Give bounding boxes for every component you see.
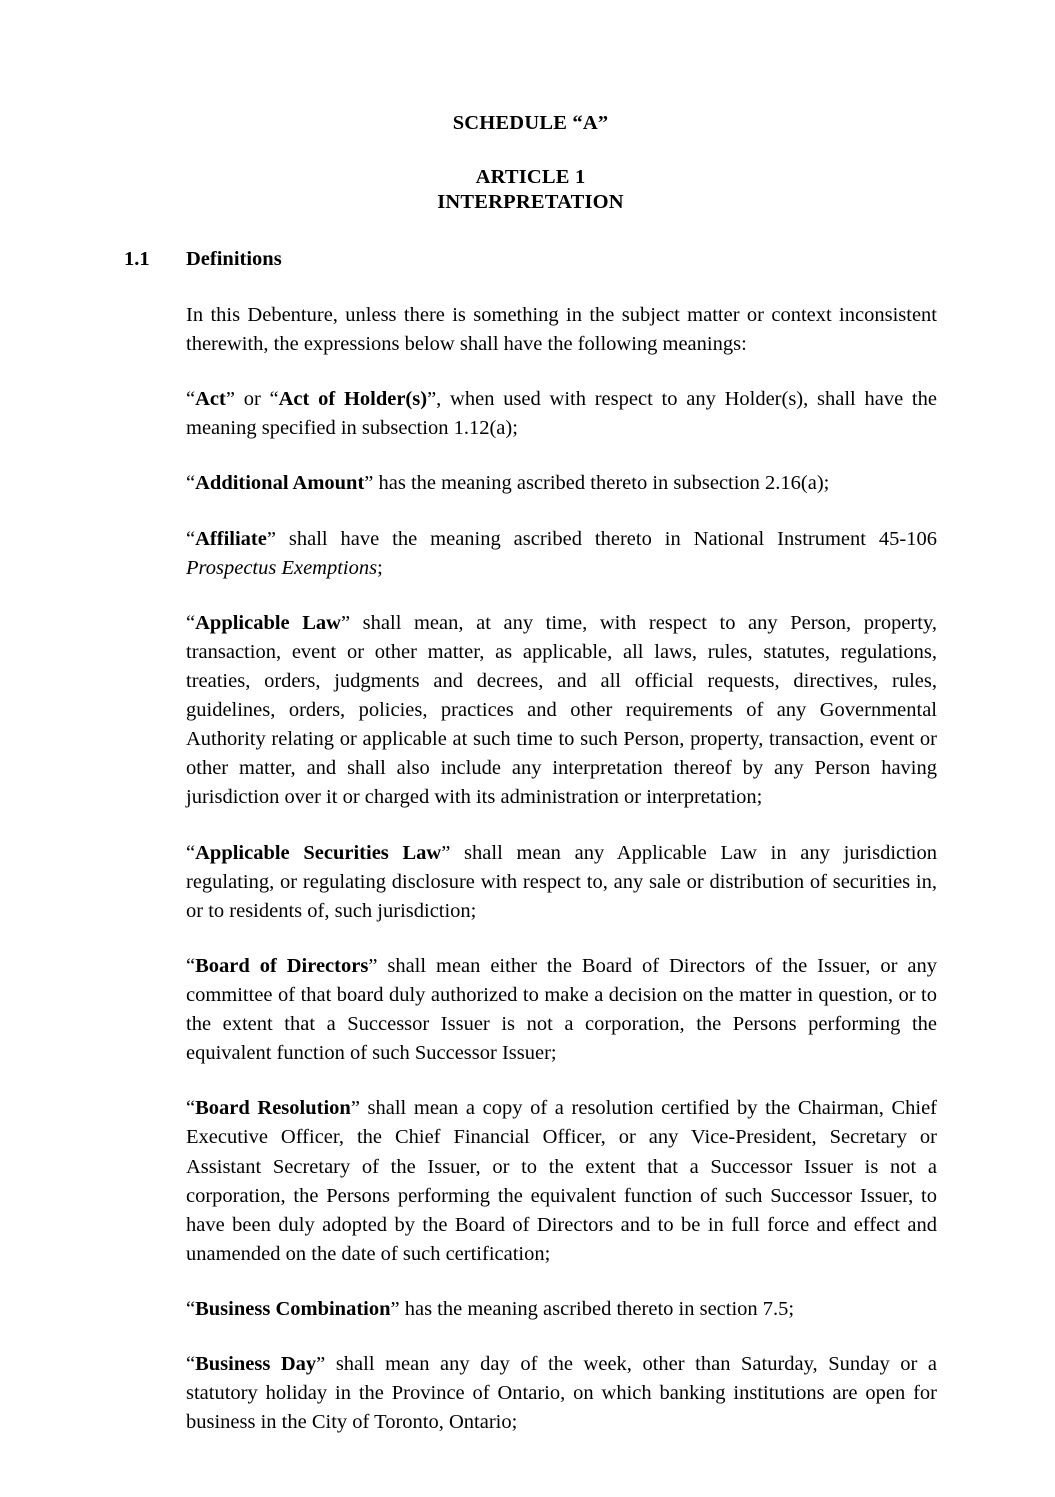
section-title: Definitions [186, 248, 282, 270]
definition-business-day [186, 1350, 937, 1437]
definition-text: ” shall mean a copy of a resolution certified by the Chairman, Chief Executive Officer, the Chief Financial Officer, or any Vice-President, Secretary or Assistant Secretary of the Issuer, or to the extent that a Successor Issuer is not a corporation, the Persons performing the equivalent function of such Successor Issuer, to have been duly adopted by the Board of Directors and to be in full force and effect and unamended on the date of such certification; [186, 1097, 937, 1265]
quote-open: “ [186, 611, 196, 634]
defined-term: Board Resolution [195, 1097, 351, 1120]
quote-open: “ [186, 1297, 196, 1320]
definition-additional-amount [186, 469, 937, 498]
defined-term-alt: Act of Holder(s) [278, 388, 428, 411]
definition-affiliate [186, 525, 937, 583]
definition-text: ” shall have the meaning ascribed thereto in National Instrument 45-106 [266, 527, 937, 550]
definition-text: ” shall mean any day of the week, other than Saturday, Sunday or a statutory holiday in the Province of Ontario, on which banking institutions are open for business in the City of Toronto, Ontario; [186, 1353, 937, 1434]
definition-italic-citation: Prospectus Exemptions [186, 556, 378, 579]
definition-board-resolution [186, 1094, 937, 1269]
definition-act [186, 385, 937, 443]
defined-term: Affiliate [195, 527, 267, 550]
section-heading-row [124, 248, 937, 271]
quote-open: “ [186, 472, 196, 495]
defined-term: Business Day [195, 1353, 317, 1376]
quote-open: “ [186, 1353, 196, 1376]
intro-paragraph: In this Debenture, unless there is something in the subject matter or context inconsistent therewith, the expressions below shall have the following meanings: [186, 304, 937, 356]
defined-term: Additional Amount [195, 472, 365, 495]
definition-applicable-securities-law [186, 839, 937, 926]
definition-board-of-directors [186, 952, 937, 1068]
article-heading: ARTICLE 1 [475, 166, 586, 188]
definition-mid: ” or “ [225, 388, 279, 411]
quote-open: “ [186, 388, 196, 411]
definition-tail: ; [377, 556, 383, 579]
defined-term: Business Combination [195, 1297, 391, 1320]
definition-business-combination [186, 1295, 937, 1324]
article-title: INTERPRETATION [437, 191, 624, 213]
definition-text: ” has the meaning ascribed thereto in section 7.5; [390, 1297, 795, 1320]
quote-open: “ [186, 1097, 196, 1120]
section-number: 1.1 [124, 248, 150, 270]
quote-open: “ [186, 527, 196, 550]
definition-text: ” has the meaning ascribed thereto in subsection 2.16(a); [364, 472, 830, 495]
definitions-body [186, 301, 937, 1437]
defined-term: Act [195, 388, 226, 411]
defined-term: Board of Directors [195, 954, 369, 977]
quote-open: “ [186, 954, 196, 977]
defined-term: Applicable Law [195, 611, 341, 634]
quote-open: “ [186, 841, 196, 864]
definition-text: ” shall mean any Applicable Law in any jurisdiction regulating, or regulating disclosure with respect to, any sale or distribution of securities in, or to residents of, such jurisdiction; [186, 841, 938, 922]
definition-text: ”, when used with respect to any Holder(s), shall have the meaning specified in subsection 1.12(a); [186, 388, 937, 440]
definition-text: ” shall mean either the Board of Directors of the Issuer, or any committee of that board duly authorized to make a decision on the matter in question, or to the extent that a Successor Issuer is not a corporation, the Persons performing the equivalent function of such Successor Issuer; [186, 954, 937, 1065]
definition-applicable-law [186, 609, 937, 813]
definition-text: ” shall mean, at any time, with respect to any Person, property, transaction, event or other matter, as applicable, all laws, rules, statutes, regulations, treaties, orders, judgments and decrees, and all official requests, directives, rules, guidelines, orders, policies, practices and other requirements of any Governmental Authority relating or applicable at such time to such Person, property, transaction, event or other matter, and shall also include any interpretation thereof by any Person having jurisdiction over it or charged with its administration or interpretation; [186, 611, 937, 809]
schedule-heading: SCHEDULE “A” [452, 112, 609, 134]
defined-term: Applicable Securities Law [195, 841, 442, 864]
